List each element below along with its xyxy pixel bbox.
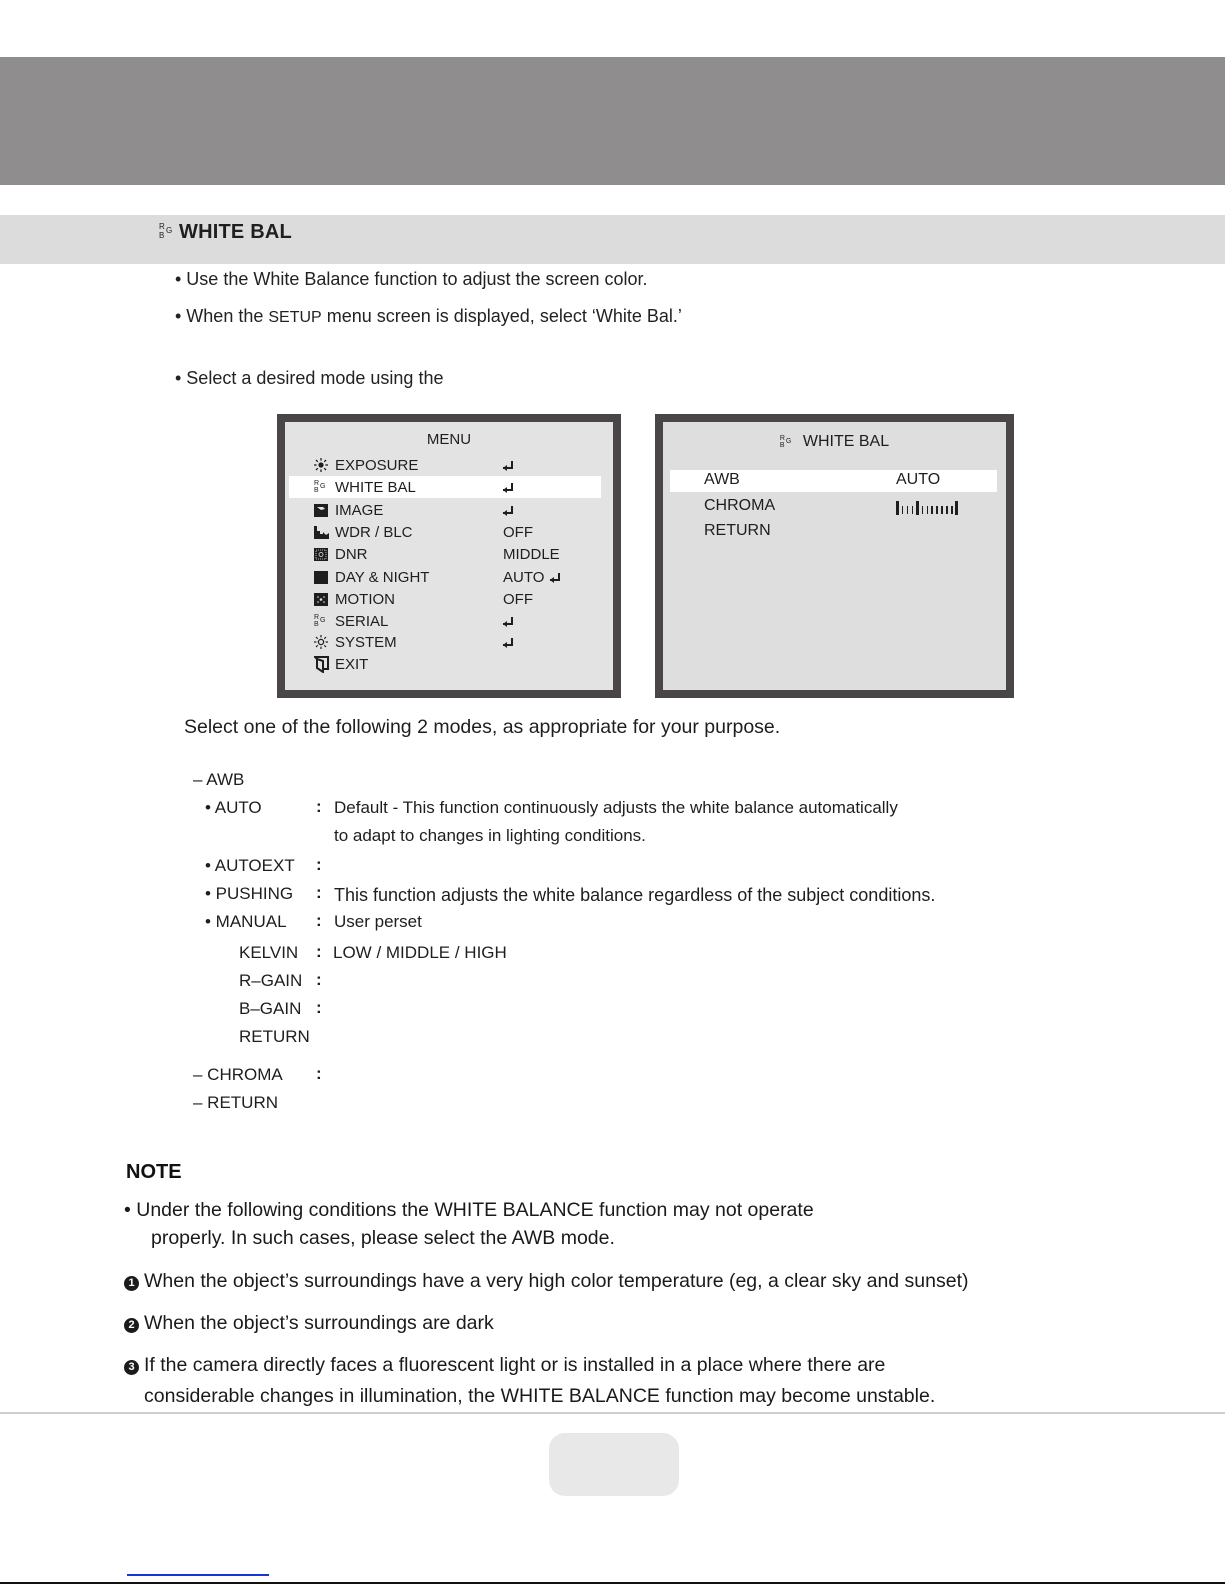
menu-item-wdr-blc[interactable]: WDR / BLC: [313, 521, 413, 543]
manual-sub-desc: LOW / MIDDLE / HIGH: [333, 943, 507, 962]
day-night-icon: [313, 569, 329, 585]
note-bullet-line1: • Under the following conditions the WHITE BALANCE function may not operate: [124, 1199, 814, 1221]
menu-value-day-night: AUTO: [503, 566, 561, 588]
mode-name: • AUTOEXT: [205, 856, 295, 875]
chroma-bar-tick: [931, 506, 933, 514]
chroma-bar-tick: [951, 506, 953, 514]
menu-item-white-bal[interactable]: R G B WHITE BAL: [314, 478, 416, 496]
menu-value-system: [503, 631, 514, 653]
enter-icon: [503, 617, 514, 625]
menu-item-exit[interactable]: EXIT: [313, 653, 368, 675]
page-number-box: [549, 1433, 679, 1496]
chroma-bar-tick: [941, 506, 943, 514]
chroma-level-slider[interactable]: [896, 501, 958, 515]
rgb-serial-icon: R G B: [314, 614, 326, 628]
manual-sub-name: KELVIN: [239, 943, 299, 962]
chroma-bar-tick: [907, 506, 909, 514]
section-title: [159, 219, 292, 245]
mode-desc: Default - This function continuously adjusts the white balance automatically: [334, 798, 898, 817]
enter-icon: [503, 506, 514, 514]
wb-item-return[interactable]: RETURN: [704, 522, 771, 539]
modes-heading: Select one of the following 2 modes, as appropriate for your purpose.: [184, 716, 781, 738]
note-item: 3 If the camera directly faces a fluorescent light or is installed in a place where there are: [124, 1354, 885, 1377]
wb-value-awb: AUTO: [896, 471, 941, 488]
menu-value-wdr-blc: OFF: [503, 523, 533, 541]
chroma-level-marker: [916, 501, 919, 515]
chroma-bar-tick: [912, 506, 914, 514]
wdr-blc-icon: [313, 524, 329, 540]
chroma-bar-tick: [902, 506, 904, 514]
note-title: NOTE: [126, 1161, 182, 1183]
colon: :: [316, 970, 322, 989]
note-bullet-line2: properly. In such cases, please select the AWB mode.: [151, 1227, 615, 1249]
menu-value-white-bal: [503, 476, 514, 498]
mode-desc: to adapt to changes in lighting conditions.: [334, 826, 646, 845]
menu-item-day-night[interactable]: DAY & NIGHT: [313, 566, 429, 588]
rgb-white-balance-icon: R G B: [779, 434, 792, 449]
menu-value-exposure: [503, 454, 514, 476]
manual-sub-name: R–GAIN: [239, 971, 303, 990]
menu-value-serial: [503, 610, 514, 632]
note-item-continuation: considerable changes in illumination, the WHITE BALANCE function may become unstable.: [144, 1385, 936, 1407]
chroma-bar-tick: [927, 506, 929, 514]
enter-icon: [550, 573, 561, 581]
osd-menu-screen: [277, 414, 621, 698]
chroma-bar-tick: [946, 506, 948, 514]
footer-divider: [0, 1412, 1225, 1414]
chroma-bar-right-end: [955, 501, 958, 515]
awb-label: – AWB: [193, 770, 245, 789]
header-band: [0, 57, 1225, 185]
colon: :: [316, 911, 322, 930]
osd-menu-title: MENU: [426, 431, 472, 448]
number-3-icon: 3: [124, 1360, 139, 1375]
manual-sub-name: RETURN: [239, 1027, 310, 1046]
note-item: 2 When the object’s surroundings are dark: [124, 1312, 494, 1335]
menu-item-image[interactable]: IMAGE: [313, 499, 383, 521]
chroma-label: – CHROMA: [193, 1065, 283, 1084]
number-1-icon: 1: [124, 1276, 139, 1291]
colon: :: [316, 797, 322, 816]
mode-name: • AUTO: [205, 798, 262, 817]
colon: :: [316, 883, 322, 902]
number-2-icon: 2: [124, 1318, 139, 1333]
menu-item-motion[interactable]: MOTION: [313, 588, 395, 610]
bottom-border: [0, 1582, 1225, 1584]
osd-white-bal-screen: [655, 414, 1014, 698]
exit-door-icon: [313, 656, 329, 672]
menu-value-dnr: MIDDLE: [503, 545, 560, 563]
menu-item-dnr[interactable]: DNR: [313, 543, 368, 565]
colon: :: [316, 942, 322, 961]
intro-bullet: • When the SETUP menu screen is displayed, select ‘White Bal.’: [175, 306, 682, 326]
intro-bullet: • Select a desired mode using the: [175, 368, 444, 388]
enter-icon: [503, 461, 514, 469]
chroma-bar-left-end: [896, 501, 899, 515]
rgb-white-balance-icon: R G B: [314, 480, 326, 494]
image-icon: [313, 502, 329, 518]
mode-desc: This function adjusts the white balance regardless of the subject conditions.: [334, 885, 936, 905]
mode-desc: User perset: [334, 912, 422, 931]
return-label: – RETURN: [193, 1093, 279, 1112]
menu-item-exposure[interactable]: EXPOSURE: [313, 454, 418, 476]
chroma-bar-tick: [936, 506, 938, 514]
manual-sub-name: B–GAIN: [239, 999, 302, 1018]
menu-value-motion: OFF: [503, 590, 533, 608]
wb-item-chroma[interactable]: CHROMA: [704, 497, 776, 514]
mode-name: • PUSHING: [205, 884, 294, 903]
enter-icon: [503, 638, 514, 646]
menu-item-system[interactable]: SYSTEM: [313, 631, 397, 653]
enter-icon: [503, 483, 514, 491]
colon: :: [316, 1064, 322, 1083]
wb-item-awb[interactable]: AWB: [704, 471, 740, 488]
mode-name: • MANUAL: [205, 912, 287, 931]
rgb-white-balance-icon: R G B: [159, 222, 173, 240]
colon: :: [316, 998, 322, 1017]
setup-key-label: SETUP: [268, 309, 322, 326]
section-title-text: WHITE BAL: [179, 220, 292, 243]
motion-icon: [313, 591, 329, 607]
note-item: 1 When the object’s surroundings have a very high color temperature (eg, a clear sky and sunset): [124, 1270, 969, 1293]
link-underline[interactable]: [127, 1574, 269, 1576]
menu-item-serial[interactable]: R G B SERIAL: [314, 612, 389, 630]
exposure-sun-icon: [313, 457, 329, 473]
system-gear-sun-icon: [313, 634, 329, 650]
intro-bullet: • Use the White Balance function to adjust the screen color.: [175, 269, 648, 289]
colon: :: [316, 855, 322, 874]
dnr-icon: [313, 546, 329, 562]
osd-white-bal-title: R G B WHITE BAL: [779, 433, 890, 450]
menu-value-image: [503, 499, 514, 521]
chroma-bar-tick: [922, 506, 924, 514]
